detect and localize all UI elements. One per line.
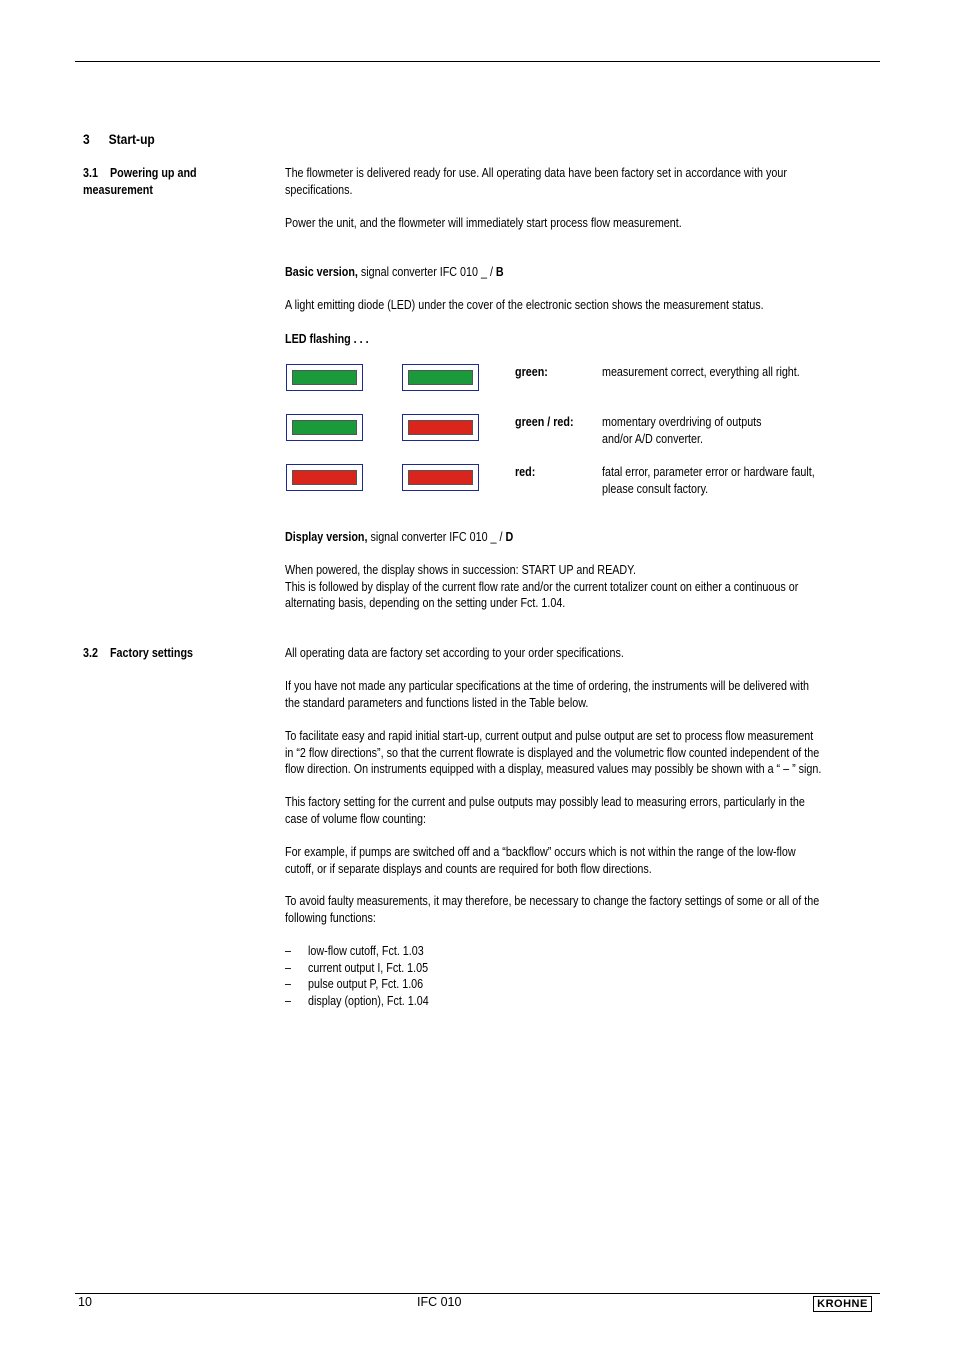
subsection-title-line1: Powering up and (109, 166, 197, 180)
led-left-indicator (286, 364, 363, 391)
led-status-description: momentary overdriving of outputs and/or A/D converter. (602, 415, 762, 446)
paragraph-factory-set: All operating data are factory set according to your order specifications. (285, 646, 624, 660)
subsection-title-line2: measurement (83, 182, 153, 197)
list-bullet: – (285, 994, 291, 1009)
led-status-description: measurement correct, everything all right. (602, 365, 800, 379)
subsection-3-2-heading: 3.2 Factory settings (83, 646, 194, 660)
led-left-indicator (286, 464, 363, 491)
subsection-number: 3.1 (83, 166, 98, 180)
krohne-logo: KROHNE (813, 1296, 872, 1312)
led-fill (292, 420, 357, 435)
led-status-description: fatal error, parameter error or hardware fault, please consult factory. (602, 465, 815, 496)
list-bullet: – (285, 944, 291, 958)
led-right-indicator (402, 414, 479, 441)
subsection-3-1-heading (83, 165, 215, 198)
led-status-label: red: (515, 465, 536, 479)
led-fill (408, 470, 473, 485)
list-item: pulse output P, Fct. 1.06 (308, 977, 424, 992)
led-right-indicator (402, 364, 479, 391)
footer-rule (75, 1293, 880, 1294)
led-status-label: green: (515, 365, 548, 379)
led-flashing-heading: LED flashing . . . (285, 332, 369, 346)
led-fill (292, 370, 357, 385)
paragraph-display: When powered, the display shows in succession: START UP and READY. This is followed by display of the current flow rate and/or the current totalizer count on either a continuous or alternating basis, depending on the setting under Fct. 1.04. (285, 563, 799, 611)
section-title: Start-up (108, 131, 155, 147)
led-fill (408, 420, 473, 435)
product-name: IFC 010 (417, 1295, 462, 1309)
list-item: low-flow cutoff, Fct. 1.03 (308, 944, 424, 958)
led-status-label: green / red: (515, 415, 574, 429)
section-number: 3 (83, 131, 90, 147)
header-rule (75, 61, 880, 62)
section-heading (83, 131, 166, 148)
paragraph-measuring-errors: This factory setting for the current and pulse outputs may possibly lead to measuring errors, particularly in the case of volume flow counting: (285, 795, 805, 826)
list-item: display (option), Fct. 1.04 (308, 994, 429, 1009)
paragraph-power: Power the unit, and the flowmeter will immediately start process flow measurement. (285, 216, 682, 230)
paragraph-delivered: The flowmeter is delivered ready for use. All operating data have been factory set in accordance with your specifications. (285, 166, 787, 197)
led-fill (292, 470, 357, 485)
paragraph-example: For example, if pumps are switched off and a “backflow” occurs which is not within the range of the low-flow cutoff, or if separate displays and counts are required for both flow directions. (285, 845, 796, 876)
led-left-indicator (286, 414, 363, 441)
list-bullet: – (285, 960, 291, 975)
paragraph-led: A light emitting diode (LED) under the cover of the electronic section shows the measurement status. (285, 298, 764, 312)
paragraph-initial-startup: To facilitate easy and rapid initial start-up, current output and pulse output are set to process flow measurement in “2 flow directions”, so that the current flowrate is displayed and the volumetric flow counted independent of the flow direction. On instruments equipped with a display, measured values may possibly be shown with a “ – ” sign. (285, 729, 822, 777)
paragraph-standard-parameters: If you have not made any particular specifications at the time of ordering, the instruments will be delivered with the standard parameters and functions listed in the Table below. (285, 679, 810, 710)
led-fill (408, 370, 473, 385)
display-version-heading: Display version, signal converter IFC 010 _ / D (285, 530, 514, 544)
paragraph-avoid-faulty: To avoid faulty measurements, it may therefore, be necessary to change the factory settings of some or all of the following functions: (285, 894, 820, 925)
led-right-indicator (402, 464, 479, 491)
list-item: current output I, Fct. 1.05 (308, 960, 429, 975)
page-number: 10 (78, 1295, 92, 1309)
basic-version-heading: Basic version, signal converter IFC 010 _ / B (285, 265, 504, 279)
list-bullet: – (285, 977, 291, 992)
